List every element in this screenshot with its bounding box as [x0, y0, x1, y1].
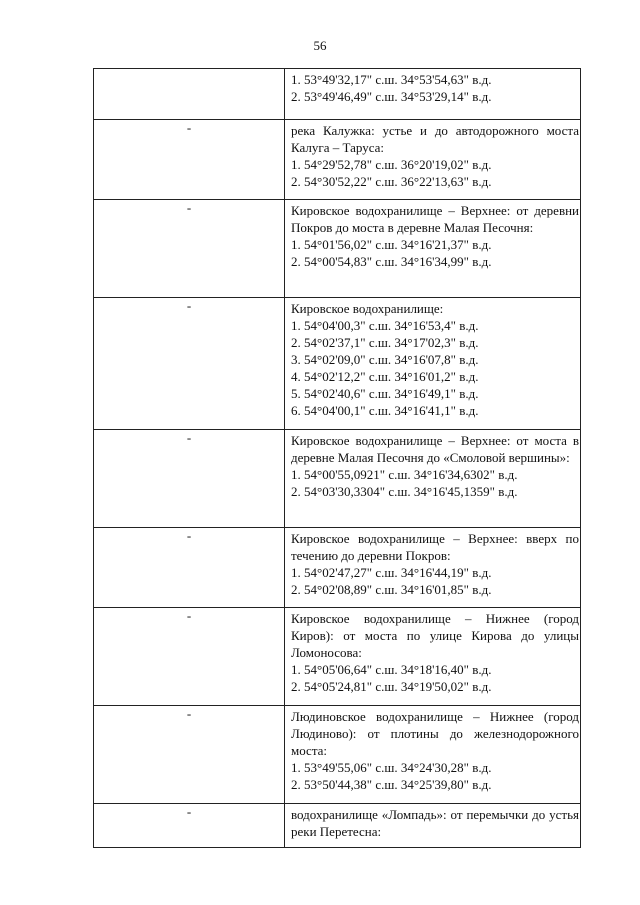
coordinate-line: 1. 53°49'55,06" с.ш. 34°24'30,28" в.д. — [291, 760, 492, 775]
water-body-heading: Людиновское водохранилище – Нижнее (город Людиново): от плотины до железнодорожного моста: — [291, 709, 579, 758]
coordinate-line: 2. 54°30'52,22" с.ш. 36°22'13,63" в.д. — [291, 174, 492, 189]
description-cell — [285, 608, 581, 706]
table-row — [94, 430, 581, 528]
table-row — [94, 608, 581, 706]
coordinate-line: 2. 53°49'46,49" с.ш. 34°53'29,14" в.д. — [291, 89, 492, 104]
row-marker-cell: - — [94, 706, 285, 804]
table-row — [94, 69, 581, 120]
description-cell — [285, 528, 581, 608]
table-body — [94, 69, 581, 848]
row-marker-cell — [94, 69, 285, 120]
coordinate-line: 2. 54°00'54,83" с.ш. 34°16'34,99" в.д. — [291, 254, 492, 269]
coordinate-line: 1. 54°05'06,64" с.ш. 34°18'16,40" в.д. — [291, 662, 492, 677]
row-marker-cell: - — [94, 120, 285, 200]
description-cell — [285, 298, 581, 430]
row-marker-cell: - — [94, 298, 285, 430]
coordinate-line: 2. 53°50'44,38" с.ш. 34°25'39,80" в.д. — [291, 777, 492, 792]
row-marker-cell: - — [94, 430, 285, 528]
coordinate-line: 2. 54°03'30,3304" с.ш. 34°16'45,1359" в.д. — [291, 484, 518, 499]
water-body-heading: река Калужка: устье и до автодорожного моста Калуга – Таруса: — [291, 123, 579, 155]
water-body-heading: Кировское водохранилище – Верхнее: вверх по течению до деревни Покров: — [291, 531, 579, 563]
coordinate-line: 2. 54°05'24,81" с.ш. 34°19'50,02" в.д. — [291, 679, 492, 694]
coordinate-line: 1. 54°02'47,27" с.ш. 34°16'44,19" в.д. — [291, 565, 492, 580]
coordinate-line: 1. 54°29'52,78" с.ш. 36°20'19,02" в.д. — [291, 157, 492, 172]
coordinate-line: 4. 54°02'12,2" с.ш. 34°16'01,2" в.д. — [291, 369, 479, 384]
water-body-heading: Кировское водохранилище – Верхнее: от деревни Покров до моста в деревне Малая Песочня: — [291, 203, 579, 235]
page-number: 56 — [313, 38, 327, 53]
row-marker-cell: - — [94, 528, 285, 608]
water-body-heading: водохранилище «Ломпадь»: от перемычки до устья реки Перетесна: — [291, 807, 579, 839]
row-marker-cell: - — [94, 804, 285, 848]
coordinate-line: 2. 54°02'08,89" с.ш. 34°16'01,85" в.д. — [291, 582, 492, 597]
coordinate-line: 1. 53°49'32,17" с.ш. 34°53'54,63" в.д. — [291, 72, 492, 87]
coordinate-line: 1. 54°04'00,3" с.ш. 34°16'53,4" в.д. — [291, 318, 479, 333]
description-cell — [285, 120, 581, 200]
water-body-heading: Кировское водохранилище: — [291, 301, 444, 316]
coordinate-line: 1. 54°01'56,02" с.ш. 34°16'21,37" в.д. — [291, 237, 492, 252]
table-row — [94, 298, 581, 430]
coordinate-line: 5. 54°02'40,6" с.ш. 34°16'49,1" в.д. — [291, 386, 479, 401]
row-marker-cell: - — [94, 608, 285, 706]
description-cell — [285, 804, 581, 848]
description-cell — [285, 706, 581, 804]
table-row — [94, 200, 581, 298]
coordinate-line: 3. 54°02'09,0" с.ш. 34°16'07,8" в.д. — [291, 352, 479, 367]
water-body-heading: Кировское водохранилище – Верхнее: от моста в деревне Малая Песочня до «Смоловой вершины»: — [291, 433, 579, 465]
water-body-heading: Кировское водохранилище – Нижнее (город Киров): от моста по улице Кирова до улицы Ломоносова: — [291, 611, 579, 660]
coordinate-line: 6. 54°04'00,1" с.ш. 34°16'41,1" в.д. — [291, 403, 479, 418]
description-cell — [285, 430, 581, 528]
row-marker-cell: - — [94, 200, 285, 298]
description-cell — [285, 200, 581, 298]
table-row — [94, 706, 581, 804]
description-cell — [285, 69, 581, 120]
coordinates-table — [93, 68, 581, 848]
table-row — [94, 528, 581, 608]
coordinate-line: 1. 54°00'55,0921" с.ш. 34°16'34,6302" в.д. — [291, 467, 518, 482]
table-row — [94, 804, 581, 848]
coordinate-line: 2. 54°02'37,1" с.ш. 34°17'02,3" в.д. — [291, 335, 479, 350]
table-row — [94, 120, 581, 200]
